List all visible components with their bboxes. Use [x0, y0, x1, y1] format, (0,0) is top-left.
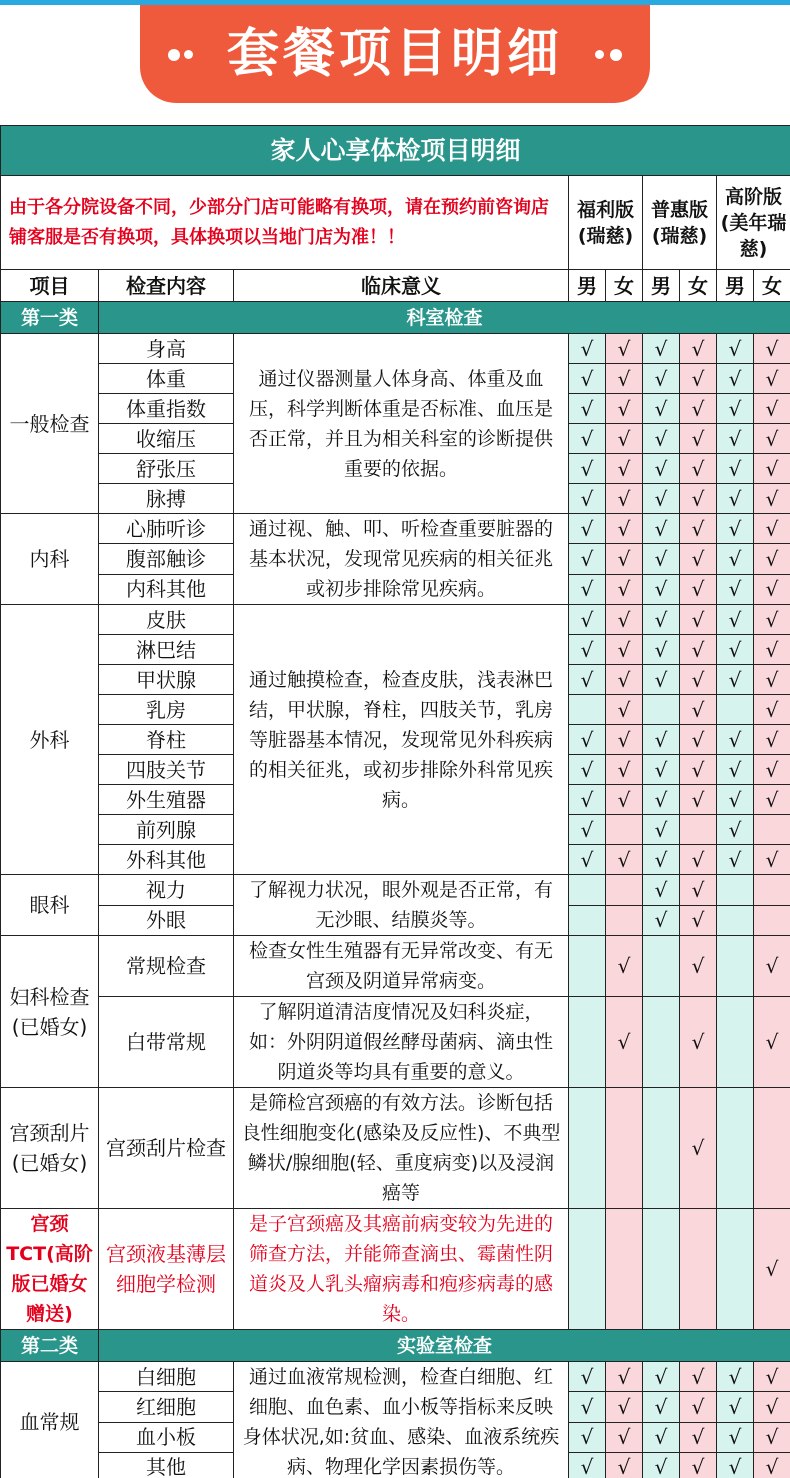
check-cell: √: [754, 334, 790, 364]
check-cell: √: [643, 424, 680, 454]
check-cell: √: [680, 334, 717, 364]
check-cell: [717, 905, 754, 936]
item-name: 脉搏: [99, 484, 234, 514]
check-cell: √: [680, 635, 717, 665]
check-cell: [717, 1088, 754, 1209]
check-cell: √: [717, 1452, 754, 1478]
check-cell: √: [643, 725, 680, 755]
check-cell: √: [606, 424, 643, 454]
check-cell: √: [643, 394, 680, 424]
check-cell: √: [680, 936, 717, 997]
check-cell: √: [680, 454, 717, 484]
check-cell: √: [717, 1392, 754, 1422]
table-row: [1, 997, 790, 1088]
check-cell: [569, 695, 606, 725]
item-name: 体重: [99, 364, 234, 394]
check-cell: √: [717, 394, 754, 424]
check-cell: √: [754, 725, 790, 755]
check-cell: √: [569, 1362, 606, 1392]
check-cell: √: [606, 514, 643, 544]
check-cell: √: [643, 544, 680, 574]
check-cell: √: [680, 785, 717, 815]
check-cell: [606, 1088, 643, 1209]
category-cell: 内科: [1, 514, 99, 605]
check-cell: [643, 997, 680, 1088]
check-cell: √: [643, 635, 680, 665]
check-cell: √: [717, 635, 754, 665]
check-cell: √: [680, 424, 717, 454]
item-name: 腹部触诊: [99, 544, 234, 574]
item-name: 外科其他: [99, 845, 234, 875]
check-cell: √: [754, 695, 790, 725]
check-cell: √: [754, 1209, 790, 1330]
item-name: 皮肤: [99, 605, 234, 635]
check-cell: √: [754, 755, 790, 785]
check-cell: √: [606, 1362, 643, 1392]
check-cell: √: [569, 454, 606, 484]
check-cell: √: [717, 574, 754, 604]
item-name: 外眼: [99, 905, 234, 936]
table-row: [1, 875, 790, 906]
check-cell: [643, 936, 680, 997]
check-cell: √: [680, 484, 717, 514]
check-cell: [569, 997, 606, 1088]
check-cell: √: [717, 424, 754, 454]
item-name: 宫颈液基薄层细胞学检测: [99, 1209, 234, 1330]
table-row: [1, 936, 790, 997]
check-cell: √: [569, 665, 606, 695]
check-cell: √: [569, 1392, 606, 1422]
check-cell: [717, 695, 754, 725]
meaning-cell: 通过触摸检查，检查皮肤，浅表淋巴结，甲状腺，脊柱，四肢关节，乳房等脏器基本情况，发现常见外科疾病的相关征兆，或初步排除外科常见疾病。: [234, 605, 569, 875]
category-cell: 眼科: [1, 875, 99, 936]
header-meaning: 临床意义: [234, 270, 569, 302]
check-cell: √: [754, 1362, 790, 1392]
item-name: 身高: [99, 334, 234, 364]
check-cell: [643, 695, 680, 725]
check-cell: √: [717, 845, 754, 875]
header-female: 女: [606, 270, 643, 302]
check-cell: √: [754, 394, 790, 424]
check-cell: √: [717, 364, 754, 394]
item-name: 体重指数: [99, 394, 234, 424]
check-cell: √: [569, 514, 606, 544]
check-cell: √: [569, 815, 606, 845]
check-cell: [643, 1088, 680, 1209]
check-cell: √: [606, 394, 643, 424]
check-cell: √: [680, 997, 717, 1088]
check-cell: √: [643, 484, 680, 514]
check-cell: [754, 875, 790, 906]
check-cell: [569, 936, 606, 997]
check-cell: √: [606, 1452, 643, 1478]
check-cell: √: [680, 695, 717, 725]
check-cell: √: [606, 997, 643, 1088]
check-cell: √: [569, 755, 606, 785]
check-cell: √: [717, 815, 754, 845]
check-cell: √: [606, 605, 643, 635]
category-cell: 一般检查: [1, 334, 99, 514]
check-cell: √: [569, 785, 606, 815]
check-cell: √: [680, 394, 717, 424]
check-cell: √: [680, 514, 717, 544]
meaning-cell: 通过血液常规检测，检查白细胞、红细胞、血色素、血小板等指标来反映身体状况,如:贫血、感染、血液系统疾病、物理化学因素损伤等。: [234, 1362, 569, 1478]
check-cell: √: [606, 665, 643, 695]
table-row: [1, 1209, 790, 1330]
check-cell: [643, 1209, 680, 1330]
item-name: 舒张压: [99, 454, 234, 484]
meaning-cell: 通过视、触、叩、听检查重要脏器的基本状况，发现常见疾病的相关征兆或初步排除常见疾病。: [234, 514, 569, 605]
check-cell: √: [754, 845, 790, 875]
meaning-cell: 了解视力状况，眼外观是否正常，有无沙眼、结膜炎等。: [234, 875, 569, 936]
check-cell: [606, 815, 643, 845]
check-cell: √: [680, 875, 717, 906]
meaning-cell: 是筛检宫颈癌的有效方法。诊断包括良性细胞变化(感染及反应性)、不典型鳞状/腺细胞(轻、重度病变)以及浸润癌等: [234, 1088, 569, 1209]
check-cell: √: [680, 364, 717, 394]
check-cell: √: [643, 845, 680, 875]
check-cell: √: [717, 454, 754, 484]
check-cell: √: [680, 574, 717, 604]
check-cell: √: [717, 725, 754, 755]
check-cell: √: [569, 574, 606, 604]
category-cell: 宫颈TCT(高阶版已婚女赠送): [1, 1209, 99, 1330]
check-cell: √: [680, 1362, 717, 1392]
check-cell: √: [606, 845, 643, 875]
meaning-cell: 了解阴道清洁度情况及妇科炎症，如：外阴阴道假丝酵母菌病、滴虫性阴道炎等均具有重要的意义。: [234, 997, 569, 1088]
check-cell: √: [643, 815, 680, 845]
category-cell: 宫颈刮片(已婚女): [1, 1088, 99, 1209]
table-row: [1, 514, 790, 544]
check-cell: √: [680, 725, 717, 755]
check-cell: √: [680, 1392, 717, 1422]
item-name: 白细胞: [99, 1362, 234, 1392]
check-cell: √: [717, 514, 754, 544]
table-title: 家人心享体检项目明细: [1, 126, 790, 176]
check-cell: √: [606, 635, 643, 665]
check-cell: √: [569, 484, 606, 514]
check-cell: √: [569, 364, 606, 394]
meaning-cell: 是子宫颈癌及其癌前病变较为先进的筛查方法，并能筛查滴虫、霉菌性阴道炎及人乳头瘤病毒和疱疹病毒的感染。: [234, 1209, 569, 1330]
check-cell: √: [717, 334, 754, 364]
check-cell: √: [643, 334, 680, 364]
check-cell: √: [717, 1422, 754, 1452]
check-cell: √: [643, 1422, 680, 1452]
check-cell: [754, 815, 790, 845]
check-cell: √: [754, 364, 790, 394]
version-gaojie: 高阶版 (美年瑞慈): [717, 176, 790, 270]
check-cell: √: [680, 1422, 717, 1452]
category-cell: 外科: [1, 605, 99, 875]
item-name: 血小板: [99, 1422, 234, 1452]
header-female: 女: [754, 270, 790, 302]
check-cell: √: [569, 544, 606, 574]
check-cell: [680, 1209, 717, 1330]
item-name: 淋巴结: [99, 635, 234, 665]
version-fuli: 福利版 (瑞慈): [569, 176, 643, 270]
check-cell: √: [643, 785, 680, 815]
check-cell: √: [569, 1452, 606, 1478]
category-cell: 妇科检查(已婚女): [1, 936, 99, 1088]
item-name: 乳房: [99, 695, 234, 725]
check-cell: [569, 1088, 606, 1209]
banner-ribbon: [140, 5, 650, 103]
check-cell: √: [606, 574, 643, 604]
check-cell: √: [754, 1392, 790, 1422]
check-cell: [754, 905, 790, 936]
category-cell: 血常规: [1, 1362, 99, 1478]
check-cell: √: [754, 665, 790, 695]
check-cell: √: [680, 1088, 717, 1209]
item-name: 外生殖器: [99, 785, 234, 815]
table-row: [1, 605, 790, 635]
check-cell: √: [569, 394, 606, 424]
check-cell: √: [680, 605, 717, 635]
package-detail-table: [0, 125, 790, 1478]
check-cell: √: [569, 424, 606, 454]
check-cell: [569, 1209, 606, 1330]
check-cell: [680, 815, 717, 845]
check-cell: √: [643, 905, 680, 936]
check-cell: √: [717, 544, 754, 574]
version-puhui: 普惠版 (瑞慈): [643, 176, 717, 270]
check-cell: √: [754, 574, 790, 604]
item-name: 白带常规: [99, 997, 234, 1088]
banner-title: 套餐项目明细: [226, 24, 563, 84]
table-row: [1, 334, 790, 364]
check-cell: √: [717, 665, 754, 695]
check-cell: √: [606, 1422, 643, 1452]
check-cell: √: [717, 484, 754, 514]
check-cell: √: [680, 755, 717, 785]
check-cell: √: [754, 997, 790, 1088]
check-cell: √: [680, 544, 717, 574]
check-cell: √: [606, 544, 643, 574]
check-cell: √: [643, 755, 680, 785]
check-cell: √: [569, 635, 606, 665]
check-cell: √: [754, 1452, 790, 1478]
check-cell: [606, 875, 643, 906]
meaning-cell: 通过仪器测量人体身高、体重及血压，科学判断体重是否标准、血压是否正常，并且为相关科室的诊断提供重要的依据。: [234, 334, 569, 514]
item-name: 常规检查: [99, 936, 234, 997]
header-male: 男: [569, 270, 606, 302]
check-cell: √: [643, 1392, 680, 1422]
header-male: 男: [643, 270, 680, 302]
check-cell: [717, 936, 754, 997]
check-cell: √: [569, 605, 606, 635]
check-cell: √: [606, 695, 643, 725]
check-cell: √: [680, 845, 717, 875]
table-row: [1, 1088, 790, 1209]
check-cell: [569, 905, 606, 936]
check-cell: [606, 1209, 643, 1330]
item-name: 甲状腺: [99, 665, 234, 695]
item-name: 宫颈刮片检查: [99, 1088, 234, 1209]
item-name: 其他: [99, 1452, 234, 1478]
check-cell: √: [754, 785, 790, 815]
item-name: 脊柱: [99, 725, 234, 755]
item-name: 四肢关节: [99, 755, 234, 785]
check-cell: √: [680, 665, 717, 695]
check-cell: √: [754, 544, 790, 574]
header-project: 项目: [1, 270, 99, 302]
check-cell: √: [754, 936, 790, 997]
meaning-cell: 检查女性生殖器有无异常改变、有无宫颈及阴道异常病变。: [234, 936, 569, 997]
section-title: 实验室检查: [99, 1330, 790, 1362]
check-cell: √: [643, 665, 680, 695]
banner: [0, 5, 790, 123]
check-cell: √: [680, 1452, 717, 1478]
check-cell: √: [606, 484, 643, 514]
header-male: 男: [717, 270, 754, 302]
check-cell: [717, 875, 754, 906]
section-label: 第二类: [1, 1330, 99, 1362]
table-row: [1, 1362, 790, 1392]
check-cell: √: [643, 574, 680, 604]
section-label: 第一类: [1, 302, 99, 334]
item-name: 红细胞: [99, 1392, 234, 1422]
check-cell: √: [606, 755, 643, 785]
check-cell: √: [754, 635, 790, 665]
check-cell: √: [754, 514, 790, 544]
item-name: 心肺听诊: [99, 514, 234, 544]
check-cell: √: [680, 905, 717, 936]
check-cell: √: [606, 785, 643, 815]
check-cell: √: [569, 725, 606, 755]
check-cell: √: [606, 936, 643, 997]
check-cell: √: [643, 364, 680, 394]
check-cell: [606, 905, 643, 936]
check-cell: [569, 875, 606, 906]
check-cell: √: [717, 1362, 754, 1392]
item-name: 收缩压: [99, 424, 234, 454]
check-cell: √: [606, 454, 643, 484]
check-cell: √: [606, 1392, 643, 1422]
check-cell: √: [754, 1422, 790, 1452]
check-cell: √: [569, 845, 606, 875]
check-cell: √: [606, 725, 643, 755]
item-name: 内科其他: [99, 574, 234, 604]
check-cell: √: [643, 1362, 680, 1392]
header-female: 女: [680, 270, 717, 302]
check-cell: √: [569, 334, 606, 364]
item-name: 前列腺: [99, 815, 234, 845]
check-cell: √: [643, 454, 680, 484]
check-cell: √: [717, 605, 754, 635]
check-cell: √: [606, 334, 643, 364]
check-cell: √: [717, 785, 754, 815]
check-cell: √: [754, 454, 790, 484]
check-cell: √: [569, 1422, 606, 1452]
section-title: 科室检查: [99, 302, 790, 334]
check-cell: √: [754, 484, 790, 514]
check-cell: √: [643, 1452, 680, 1478]
check-cell: √: [754, 424, 790, 454]
item-name: 视力: [99, 875, 234, 906]
header-content: 检查内容: [99, 270, 234, 302]
check-cell: [717, 997, 754, 1088]
check-cell: √: [754, 605, 790, 635]
check-cell: √: [643, 875, 680, 906]
check-cell: √: [643, 605, 680, 635]
check-cell: √: [643, 514, 680, 544]
check-cell: [717, 1209, 754, 1330]
check-cell: √: [606, 364, 643, 394]
notice-text: 由于各分院设备不同，少部分门店可能略有换项，请在预约前咨询店铺客服是否有换项，具体换项以当地门店为准！！: [1, 176, 569, 270]
check-cell: [754, 1088, 790, 1209]
check-cell: √: [717, 755, 754, 785]
